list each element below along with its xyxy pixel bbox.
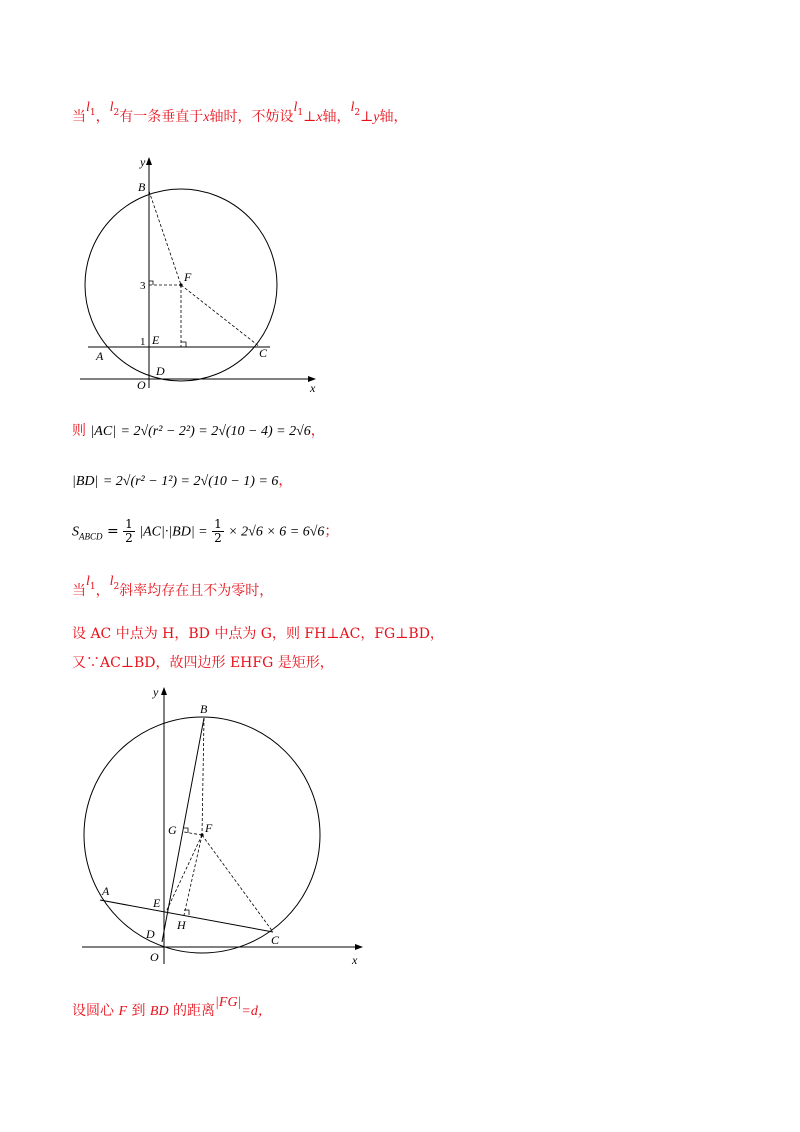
denominator: 2	[214, 531, 222, 545]
text: 轴时，不妨设	[209, 109, 294, 125]
label-b: B	[200, 702, 208, 716]
label-a: A	[102, 884, 110, 898]
x-var: x	[316, 110, 323, 125]
fg-abs: |FG|	[215, 995, 242, 1010]
y-var: y	[373, 110, 380, 125]
subscript: 2	[113, 581, 120, 592]
bd-var: BD	[149, 1004, 169, 1019]
perp-symbol: ⊥	[303, 109, 317, 125]
numerator: 1	[125, 517, 133, 531]
fraction-half	[123, 518, 135, 545]
text: 则	[72, 423, 86, 439]
label-x: x	[310, 381, 316, 395]
label-a: A	[96, 349, 104, 363]
math-rhs: = 2√(r² − 1²) = 2√(10 − 1) = 6	[102, 474, 279, 489]
subscript: ABCD	[79, 531, 103, 542]
text: ，	[278, 473, 293, 489]
math-tail: × 2√6 × 6 = 6√6	[228, 524, 325, 540]
label-d: D	[156, 364, 165, 378]
label-x: x	[352, 953, 358, 967]
line-7	[72, 995, 272, 1020]
l1-symbol: l	[293, 100, 298, 115]
text: 到	[131, 1003, 146, 1019]
subscript: 2	[113, 107, 120, 118]
equation-ac	[72, 420, 325, 440]
text: 设圆心	[72, 1003, 114, 1019]
perp-symbol: ⊥	[360, 109, 374, 125]
math-rhs: = 2√(r² − 2²) = 2√(10 − 4) = 2√6	[120, 424, 311, 439]
line-6: 又∵AC⊥BD，故四边形 EHFG 是矩形，	[72, 655, 334, 671]
text: ，	[95, 109, 110, 125]
dashed-lines	[166, 718, 273, 932]
dashed-lines	[149, 191, 260, 347]
label-e: E	[153, 896, 161, 910]
text: 轴，	[322, 109, 351, 125]
line-1	[72, 100, 408, 128]
subscript: 1	[297, 107, 304, 118]
center-point	[179, 283, 182, 286]
l1-symbol: l	[86, 100, 90, 115]
label-h: H	[177, 918, 186, 932]
label-y: y	[140, 155, 146, 169]
label-b: B	[138, 180, 146, 194]
text: =d，	[241, 1004, 272, 1019]
figure-2	[80, 682, 370, 972]
label-o: O	[137, 378, 146, 392]
l1-symbol: l	[86, 574, 90, 589]
subscript: 1	[89, 107, 96, 118]
text: 当	[72, 109, 86, 125]
equation-bd	[72, 470, 292, 490]
f-var: F	[118, 1004, 128, 1019]
math-lhs: |BD|	[72, 474, 99, 489]
figure-1	[70, 150, 330, 395]
label-f: F	[184, 270, 192, 284]
text: 斜率均存在且不为零时，	[119, 583, 274, 599]
line-5: 设 AC 中点为 H，BD 中点为 G，则 FH⊥AC，FG⊥BD，	[72, 626, 444, 642]
l2-symbol: l	[109, 100, 114, 115]
text: ；	[324, 523, 339, 540]
math-mid: |AC|·|BD| =	[139, 524, 208, 540]
label-g: G	[168, 823, 177, 837]
label-o: O	[150, 950, 159, 964]
label-y: y	[153, 685, 159, 699]
l2-symbol: l	[109, 574, 114, 589]
label-1: 1	[140, 336, 146, 348]
text: 有一条垂直于	[119, 109, 204, 125]
text: ，	[310, 423, 325, 439]
label-e: E	[152, 333, 160, 347]
text: 的距离	[173, 1003, 216, 1019]
l2-symbol: l	[350, 100, 355, 115]
line-4	[72, 574, 274, 602]
fraction-half	[212, 518, 224, 545]
text: ，	[95, 583, 110, 599]
center-point	[200, 833, 203, 836]
equation-area: $S_{ABCD}$ = $\frac{1}{2}$ |AC|·|BD| = $\frac{1}{2}$ × 2√6 × 6 = 6√6；	[72, 517, 339, 545]
math-lhs: |AC|	[90, 424, 117, 439]
label-c: C	[259, 346, 268, 360]
label-c: C	[271, 933, 280, 947]
numerator: 1	[214, 517, 222, 531]
subscript: 2	[354, 107, 361, 118]
text: 当	[72, 583, 86, 599]
subscript: 1	[89, 581, 96, 592]
denominator: 2	[125, 531, 133, 545]
label-3: 3	[140, 280, 146, 292]
x-var: x	[203, 110, 210, 125]
label-d: D	[146, 927, 155, 941]
text: 轴，	[379, 109, 408, 125]
label-f: F	[205, 821, 213, 835]
area-symbol: S	[72, 524, 79, 540]
